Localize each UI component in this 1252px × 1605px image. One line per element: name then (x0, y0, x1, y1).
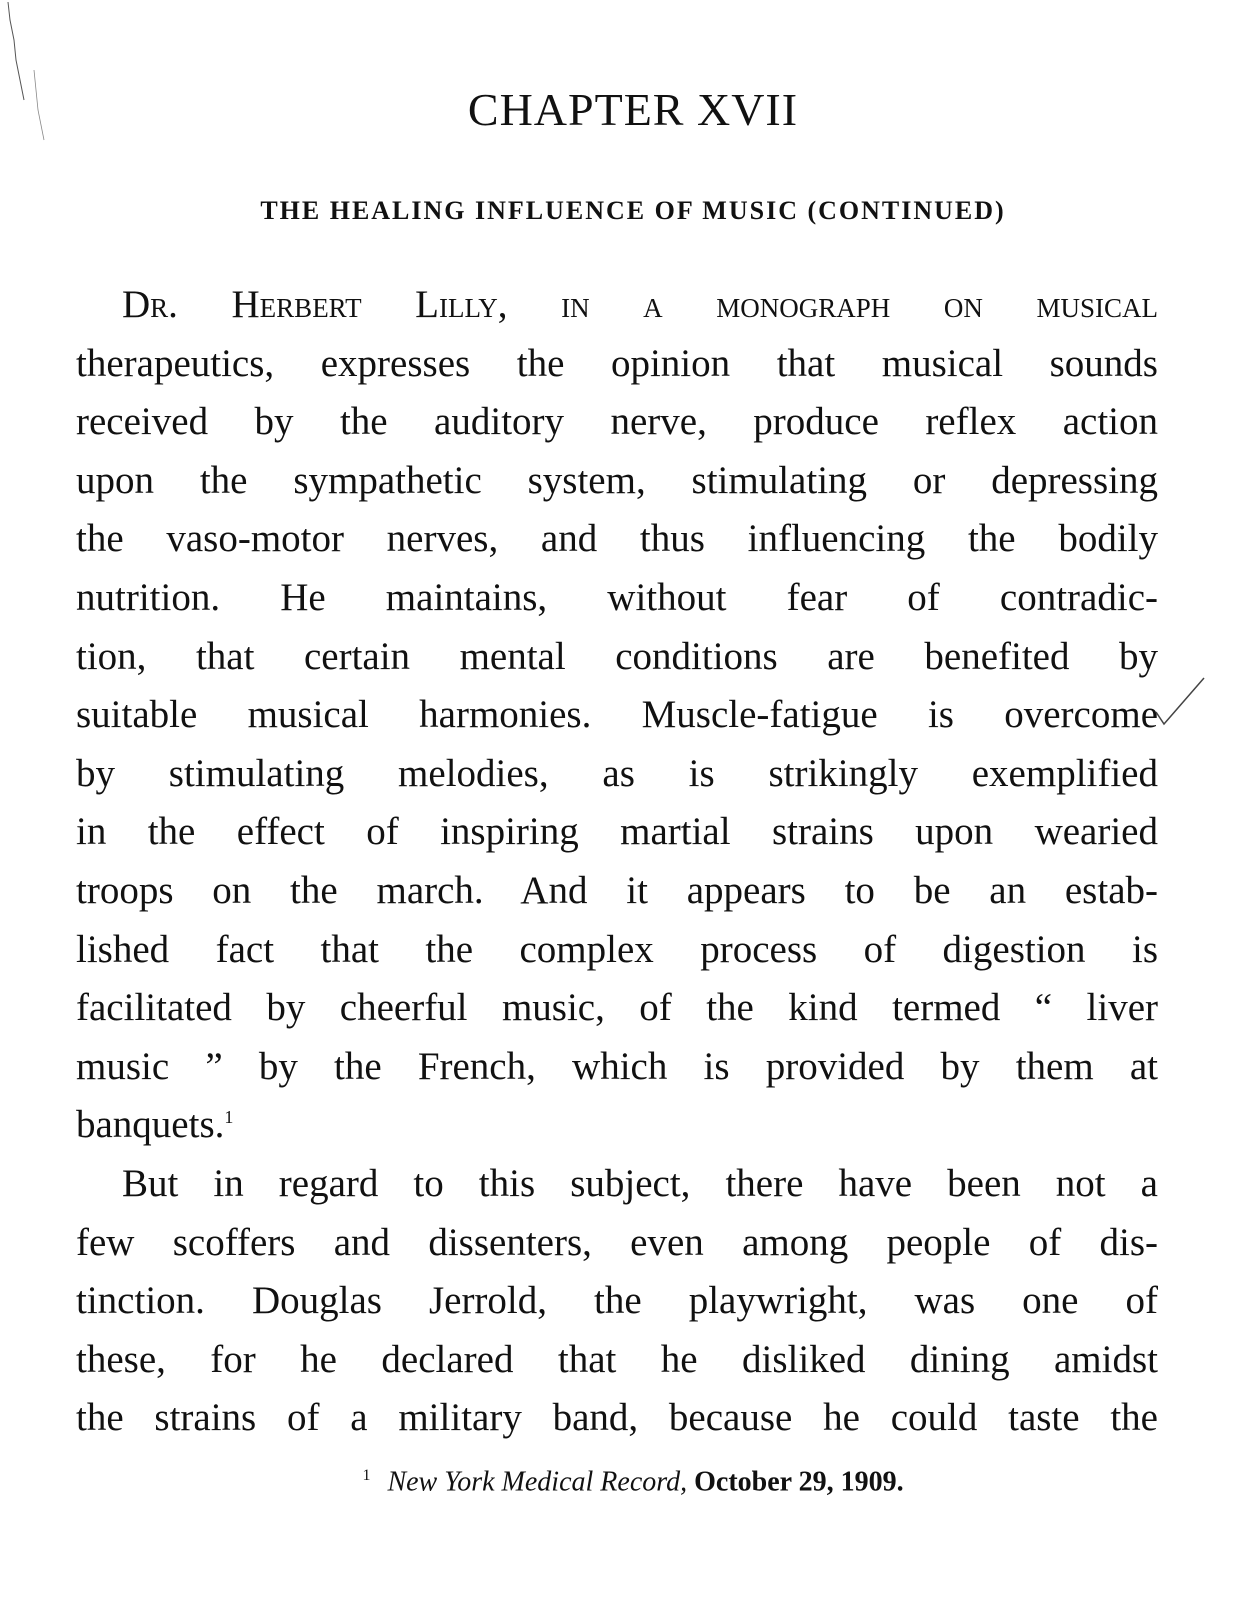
text-line: the strains of a military band, because he could taste the (76, 1396, 1158, 1440)
footnote (0, 1458, 1252, 1500)
footnote-source: New York Medical Record, (387, 1466, 688, 1498)
text-line: music ” by the French, which is provided by them at (76, 1044, 1158, 1088)
chapter-subtitle: THE HEALING INFLUENCE OF MUSIC (CONTINUED) (260, 196, 1006, 225)
text-line: nutrition. He maintains, without fear of contradic- (76, 575, 1158, 619)
margin-checkmark (1152, 672, 1208, 732)
text-line: facilitated by cheerful music, of the kind termed “ liver (76, 986, 1158, 1030)
text-line: troops on the march. And it appears to be an estab- (76, 868, 1158, 912)
text-line: Dr. Herbert Lilly, in a monograph on musical (122, 283, 1158, 326)
text-line: upon the sympathetic system, stimulating or depressing (76, 458, 1158, 502)
footnote-reference: 1 (224, 1107, 234, 1128)
body-text (76, 276, 1158, 1448)
text-line: But in regard to this subject, there have been not a (122, 1161, 1158, 1205)
text-line-content: banquets. (76, 1103, 225, 1147)
text-line: suitable musical harmonies. Muscle-fatigue is overcome (76, 693, 1158, 737)
text-line: lished fact that the complex process of digestion is (76, 927, 1158, 971)
text-line: therapeutics, expresses the opinion that musical sounds (76, 341, 1158, 385)
footnote-date: October 29, 1909. (694, 1466, 904, 1498)
text-line: received by the auditory nerve, produce reflex action (76, 400, 1158, 444)
text-line: by stimulating melodies, as is strikingly exemplified (76, 751, 1158, 795)
text-line: these, for he declared that he disliked dining amidst (76, 1337, 1158, 1381)
text-line: tion, that certain mental conditions are benefited by (76, 634, 1158, 678)
chapter-title: CHAPTER XVII (467, 84, 799, 135)
text-line: the vaso-motor nerves, and thus influencing the bodily (76, 517, 1158, 561)
text-line: tinction. Douglas Jerrold, the playwright, was one of (76, 1279, 1158, 1323)
text-line: in the effect of inspiring martial strains upon wearied (76, 810, 1158, 854)
footnote-mark: 1 (362, 1467, 371, 1484)
text-line-last (76, 1096, 1158, 1155)
text-line: few scoffers and dissenters, even among people of dis- (76, 1220, 1158, 1264)
